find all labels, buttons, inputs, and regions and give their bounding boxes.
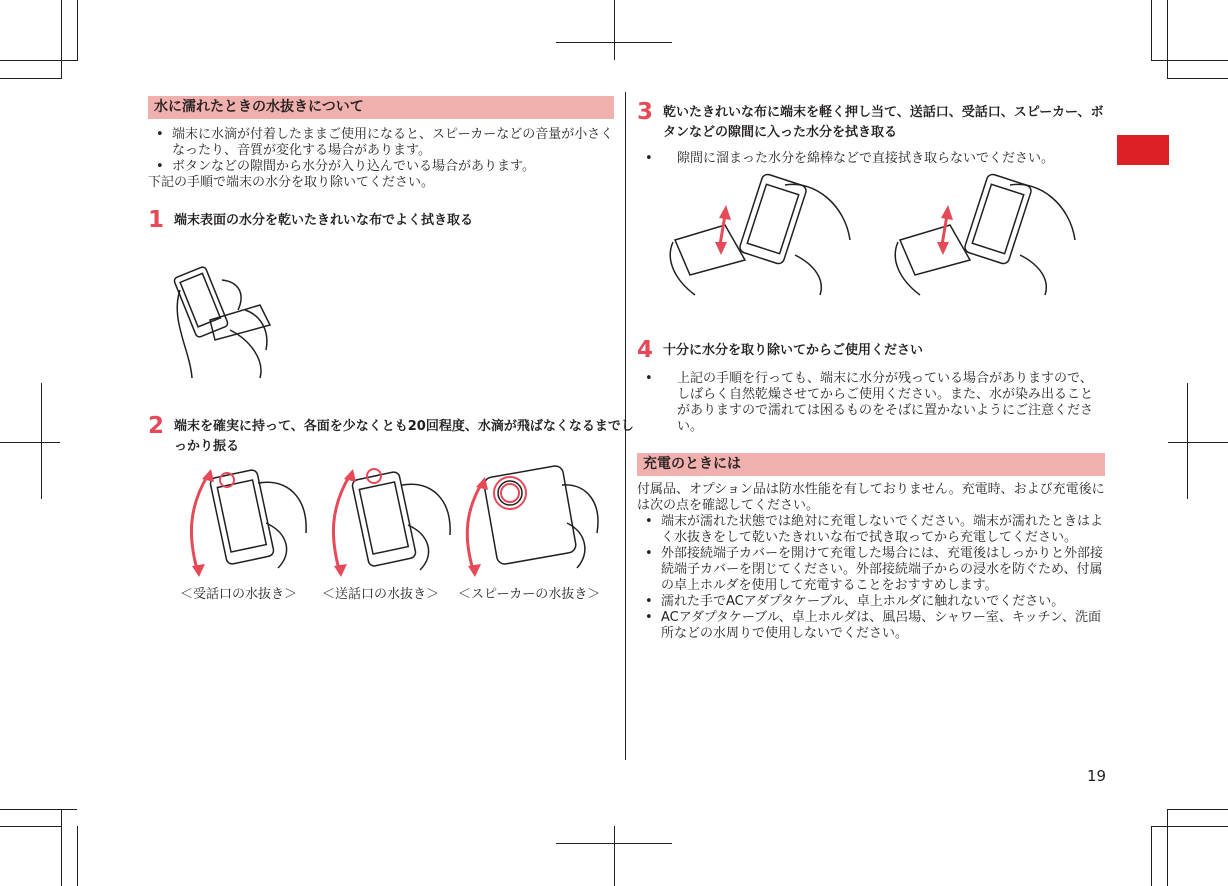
section-header-charging: 充電のときには [637,453,1105,476]
list-item-text: 隙間に溜まった水分を綿棒などで直接拭き取らないでください。 [677,151,1055,166]
index-tab [1117,135,1169,165]
list-item: • 濡れた手でACアダプタケーブル、卓上ホルダに触れないでください。 [637,594,1105,610]
caption-speaker: ＜スピーカーの水抜き＞ [458,587,601,602]
intro-text: 下記の手順で端末の水分を取り除いてください。 [148,175,435,190]
intro-text: 付属品、オプション品は防水性能を有しておりません。充電時、および充電後には次の点を確認してください。 [637,482,1105,513]
step-2 [148,413,640,457]
list-item-text: 上記の手順を行っても、端末に水分が残っている場合がありますので、しばらく自然乾燥させてからご使用ください。また、水が染み出ることがありますので濡れては困るものをそばに置かないようにご注意ください。 [677,371,1094,434]
list-item [637,371,1105,435]
section-header-water-removal: 水に濡れたときの水抜きについて [148,96,614,119]
step-4 [637,337,1131,363]
shake-transmitter-illustration [322,463,457,578]
list-item [637,151,1105,167]
list-item: • ACアダプタケーブル、卓上ホルダは、風呂場、シャワー室、キッチン、洗面所などの水周りで使用しないでください。 [637,610,1105,642]
caption-transmitter: ＜送話口の水抜き＞ [322,587,440,602]
shake-speaker-illustration [462,463,612,578]
list-item: • 端末が濡れた状態では絶対に充電しないでください。端末が濡れたときはよく水抜きをして乾いたきれいな布で拭き取ってから充電してください。 [637,514,1105,546]
step-text: 端末表面の水分を乾いたきれいな布でよく拭き取る [174,213,474,228]
left-column [148,96,634,454]
shake-receiver-illustration [178,463,313,578]
list-item: • 端末に水滴が付着したままご使用になると、スピーカーなどの音量が小さくなったり、音質が変化する場合があります。 [148,127,614,159]
step-number: 1 [148,207,165,233]
step-text: 十分に水分を取り除いてからご使用ください [663,343,924,358]
press-cloth-illustration-2 [890,170,1085,298]
step-number: 2 [148,413,165,439]
right-column [637,99,1105,641]
press-cloth-illustration-1 [665,170,860,298]
list-item: • 外部接続端子カバーを開けて充電した場合には、充電後はしっかりと外部接続端子カバーを閉じてください。外部接続端子からの浸水を防ぐため、付属の卓上ホルダを使用して充電することをおすすめします。 [637,546,1105,594]
caption-receiver: ＜受話口の水抜き＞ [180,587,298,602]
step-1 [148,207,614,233]
page-number: 19 [1087,767,1107,785]
step-number: 3 [637,99,654,125]
step-text: 乾いたきれいな布に端末を軽く押し当て、送話口、受話口、スピーカー、ボタンなどの隙間に入った水分を拭き取る [663,105,1104,140]
list-item: • ボタンなどの隙間から水分が入り込んでいる場合があります。 [148,159,614,175]
wipe-phone-illustration [170,250,285,380]
step-3 [637,99,1105,143]
charging-section [637,453,1105,642]
step-text: 端末を確実に持って、各面を少なくとも20回程度、水滴が飛ばなくなるまでしっかり振る [174,419,634,454]
step-number: 4 [637,337,654,363]
